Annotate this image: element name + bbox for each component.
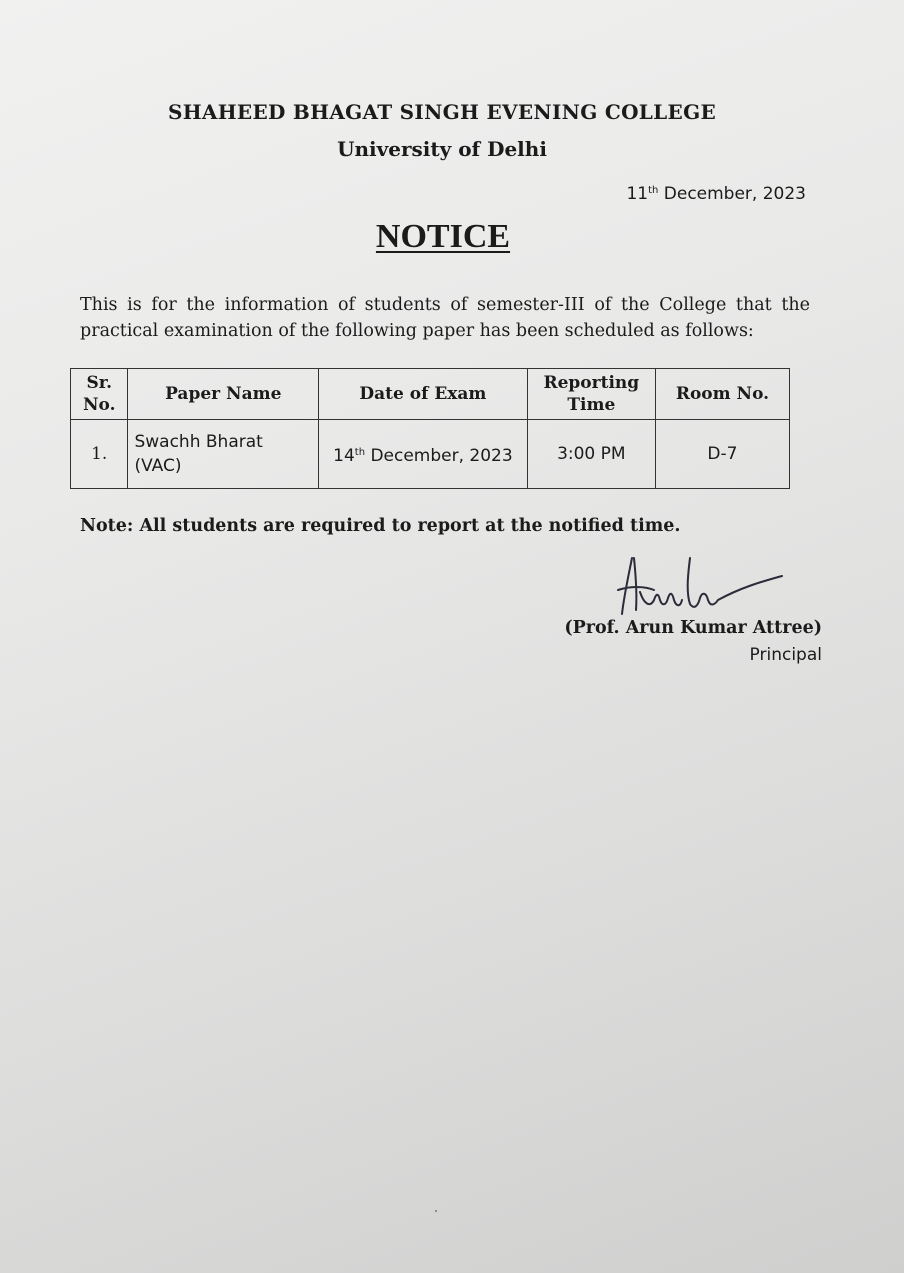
paper-speck [435, 1210, 437, 1212]
intro-paragraph: This is for the information of students of semester-III of the College that the practical examination of the following paper has been scheduled as follows: [80, 295, 810, 341]
table-row [71, 420, 790, 489]
header-room-no: Room No. [655, 369, 789, 420]
cell-room-no: D-7 [655, 420, 789, 489]
note-text: Note: All students are required to report at the notified time. [80, 516, 681, 536]
date-rest: December, 2023 [658, 184, 806, 204]
exam-schedule-table [70, 368, 790, 489]
university-name: University of Delhi [337, 137, 547, 161]
cell-date-of-exam: 14th December, 2023 [319, 420, 528, 489]
notice-date [626, 184, 806, 204]
header-reporting-time: Reporting Time [527, 369, 655, 420]
signatory-name: (Prof. Arun Kumar Attree) [564, 618, 822, 638]
cell-paper-name: Swachh Bharat (VAC) [128, 420, 319, 489]
header-sr-no: Sr. No. [71, 369, 128, 420]
header-paper-name: Paper Name [128, 369, 319, 420]
signature-mark [610, 548, 800, 620]
signatory-designation: Principal [749, 645, 822, 665]
cell-sr-no: 1. [71, 420, 128, 489]
table-header-row [71, 369, 790, 420]
cell-reporting-time: 3:00 PM [527, 420, 655, 489]
college-name: SHAHEED BHAGAT SINGH EVENING COLLEGE [167, 100, 717, 124]
date-suffix: th [648, 185, 659, 196]
notice-title: NOTICE [375, 218, 511, 255]
header-date-of-exam: Date of Exam [319, 369, 528, 420]
date-day: 11 [626, 184, 649, 204]
